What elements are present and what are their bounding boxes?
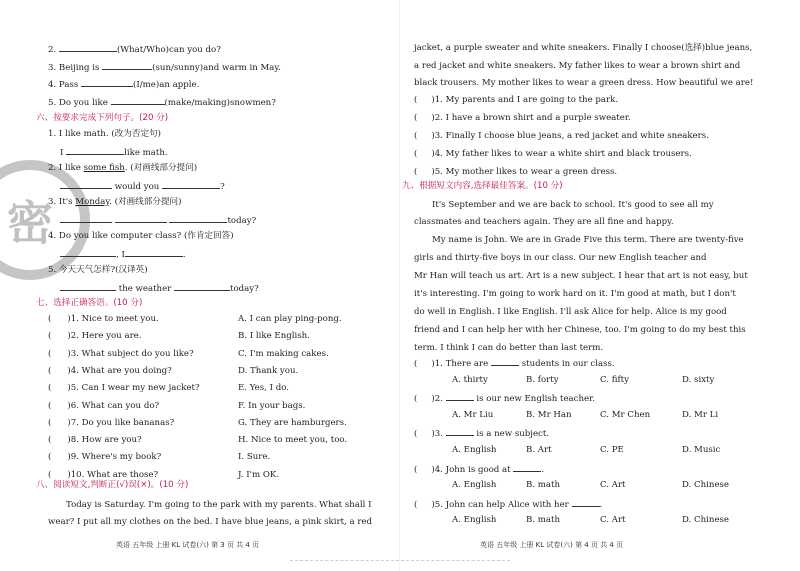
mc-option[interactable]: D. Mr Li	[682, 409, 719, 420]
passage-line: wear? I put all my clothes on the bed. I have blue jeans, a pink skirt, a red	[48, 517, 373, 527]
answer-paren-open: (	[48, 400, 52, 411]
answer-paren-open: (	[414, 113, 418, 123]
question-text: 1. There are	[434, 359, 491, 369]
passage-line: do well in English. I like English. I'll ask Alice for help. Alice is my good	[414, 307, 727, 317]
match-answer: I. Sure.	[238, 452, 271, 463]
passage-line: it's interesting. I'm going to work hard on it. I'm good at math, but I don't	[414, 289, 736, 299]
section-8-heading: 八、阅读短文,判断正(√)误(×)。(10 分)	[36, 480, 189, 490]
answer-paren-close: )	[431, 95, 435, 105]
answer-paren-close: )	[67, 331, 71, 342]
fill-item-5: 5. Do you like (make/making)snowmen?	[48, 95, 276, 109]
page-bottom-edge	[290, 560, 510, 569]
passage-line: black trousers. My mother likes to wear a green dress. How beautiful we are!	[414, 78, 754, 88]
mc-option[interactable]: B. math	[526, 480, 561, 491]
answer-paren-close: )	[431, 499, 435, 510]
rewrite-item-1-answer: I like math.	[60, 145, 168, 159]
answer-blank[interactable]	[60, 281, 116, 291]
answer-blank[interactable]	[446, 391, 474, 401]
question-text: 2.	[434, 394, 446, 405]
answer-blank[interactable]	[60, 247, 116, 257]
mc-option[interactable]: A. English	[452, 444, 497, 455]
true-false-row	[414, 130, 709, 142]
answer-paren-open: (	[414, 464, 418, 475]
mc-option[interactable]: B. Art	[526, 444, 552, 455]
match-question: 1. Nice to meet you.	[70, 314, 159, 324]
passage-line: jacket, a purple sweater and white sneakers. Finally I choose(选择)blue jeans,	[414, 43, 753, 53]
mc-option[interactable]: A. thirty	[452, 374, 488, 385]
match-row	[48, 365, 172, 377]
match-question: 2. Here you are.	[70, 331, 142, 342]
answer-paren-open: (	[414, 167, 418, 177]
answer-paren-open: (	[414, 95, 418, 105]
answer-paren-open: (	[48, 452, 52, 463]
mc-option[interactable]: A. Mr Liu	[452, 409, 494, 420]
statement: 1. My parents and I are going to the park.	[434, 95, 619, 105]
answer-blank[interactable]	[81, 77, 133, 87]
match-question: 6. What can you do?	[70, 400, 160, 411]
rewrite-item-4: 4. Do you like computer class? (作肯定回答)	[48, 231, 234, 241]
mc-option[interactable]: B. forty	[526, 374, 559, 385]
passage-line: Mr Han will teach us art. Art is a new subject. I hear that art is not easy, but	[414, 271, 748, 281]
answer-blank[interactable]	[59, 42, 117, 52]
statement: 2. I have a brown shirt and a purple sweater.	[434, 113, 631, 123]
answer-paren-open: (	[414, 394, 418, 405]
answer-blank[interactable]	[446, 426, 474, 436]
passage-line: a red jacket and white sneakers. My father likes to wear a brown shirt and	[414, 61, 741, 71]
true-false-row	[414, 94, 618, 106]
rewrite-item-2-answer: would you ?	[60, 179, 225, 193]
answer-blank[interactable]	[572, 497, 600, 507]
match-answer: C. I'm making cakes.	[238, 348, 329, 359]
question-text: .	[599, 499, 603, 510]
answer-blank[interactable]	[66, 145, 124, 155]
fill-item-4: 4. Pass (I/me)an apple.	[48, 77, 199, 91]
mc-option[interactable]: A. English	[452, 515, 497, 526]
answer-paren-open: (	[48, 348, 52, 359]
match-row	[48, 451, 161, 463]
mc-option[interactable]: C. Mr Chen	[600, 409, 651, 420]
match-answer: E. Yes, I do.	[238, 383, 290, 394]
match-answer: D. Thank you.	[238, 365, 299, 376]
match-question: 3. What subject do you like?	[70, 348, 194, 359]
mc-option[interactable]: C. fifty	[600, 374, 629, 385]
mc-option[interactable]: A. English	[452, 480, 497, 491]
match-row	[48, 434, 142, 446]
answer-paren-close: )	[431, 167, 435, 177]
answer-paren-close: )	[67, 417, 71, 428]
question-text: 3.	[434, 429, 446, 440]
answer-paren-close: )	[431, 429, 435, 440]
answer-paren-close: )	[431, 131, 435, 141]
question-text: is our new English teacher.	[473, 394, 596, 405]
passage-line: It's September and we are back to school. It's good to see all my	[432, 200, 714, 210]
match-answer: G. They are hamburgers.	[238, 417, 347, 428]
section-9-heading: 九、根据短文内容,选择最佳答案。(10 分)	[402, 181, 563, 191]
passage-line: Today is Saturday. I'm going to the park with my parents. What shall I	[66, 500, 372, 510]
mc-question	[414, 497, 602, 511]
answer-paren-open: (	[414, 131, 418, 141]
mc-option[interactable]: B. Mr Han	[526, 409, 572, 420]
answer-blank[interactable]	[115, 213, 167, 223]
answer-paren-open: (	[414, 359, 418, 369]
answer-paren-close: )	[67, 314, 71, 324]
mc-option[interactable]: D. Music	[682, 444, 721, 455]
answer-paren-open: (	[48, 365, 52, 376]
passage-line: My name is John. We are in Grade Five this term. There are twenty-five	[432, 235, 744, 245]
answer-paren-close: )	[431, 464, 435, 475]
answer-paren-open: (	[48, 469, 52, 480]
answer-paren-open: (	[48, 417, 52, 428]
mc-option[interactable]: D. Chinese	[682, 480, 730, 491]
answer-paren-close: )	[67, 365, 71, 376]
question-text: 5. John can help Alice with her	[434, 499, 572, 510]
fill-item-3: 3. Beijing is (sun/sunny)and warm in May.	[48, 60, 281, 74]
answer-paren-open: (	[414, 149, 418, 159]
answer-paren-close: )	[67, 348, 71, 359]
answer-blank[interactable]	[162, 179, 220, 189]
answer-blank[interactable]	[125, 247, 183, 257]
question-text: .	[541, 464, 545, 475]
mc-question	[414, 356, 615, 370]
answer-blank[interactable]	[513, 462, 541, 472]
statement: 3. Finally I choose blue jeans, a red jacket and white sneakers.	[434, 131, 709, 141]
match-row	[48, 348, 194, 360]
answer-paren-close: )	[67, 469, 71, 480]
mc-question	[414, 426, 549, 440]
match-question: 4. What are you doing?	[70, 365, 172, 376]
passage-line: girls and thirty-five boys in our class. Our new English teacher and	[414, 253, 707, 263]
answer-paren-open: (	[48, 435, 52, 446]
match-row	[48, 330, 142, 342]
rewrite-item-5-answer: the weather today?	[60, 281, 259, 295]
answer-blank[interactable]	[111, 95, 165, 105]
fill-item-2: 2. (What/Who)can you do?	[48, 42, 221, 56]
true-false-row	[414, 148, 692, 160]
question-text: students in our class.	[518, 359, 615, 369]
answer-blank[interactable]	[60, 213, 112, 223]
page-footer: 英语 五年级 上册 KL 试卷(六) 第 4 页 共 4 页	[480, 541, 624, 549]
mc-question	[414, 462, 544, 476]
mc-option[interactable]: B. math	[526, 515, 561, 526]
section-6-heading: 六、按要求完成下列句子。(20 分)	[36, 113, 169, 123]
answer-paren-close: )	[67, 383, 71, 394]
statement: 5. My mother likes to wear a green dress.	[434, 167, 618, 177]
stamp-glyph: 密	[7, 196, 53, 250]
match-answer: A. I can play ping-pong.	[238, 314, 342, 324]
mc-option[interactable]: D. sixty	[682, 374, 715, 385]
answer-blank[interactable]	[60, 179, 112, 189]
answer-blank[interactable]	[491, 356, 519, 366]
question-text: is a new subject.	[473, 429, 550, 440]
answer-paren-close: )	[431, 359, 435, 369]
mc-option[interactable]: C. Art	[600, 515, 626, 526]
passage-line: term. I think I can do better than last term.	[414, 343, 604, 353]
question-text: 4. John is good at	[434, 464, 514, 475]
match-question: 10. What are those?	[70, 469, 159, 480]
answer-paren-open: (	[414, 499, 418, 510]
rewrite-item-1: 1. I like math. (改为否定句)	[48, 129, 161, 139]
answer-paren-close: )	[67, 400, 71, 411]
answer-blank[interactable]	[169, 213, 227, 223]
answer-paren-open: (	[48, 383, 52, 394]
rewrite-item-2: 2. I like some fish. (对画线部分提问)	[48, 163, 198, 173]
rewrite-item-3: 3. It's Monday. (对画线部分提问)	[48, 197, 182, 207]
mc-question	[414, 391, 595, 405]
match-answer: B. I like English.	[238, 331, 310, 342]
answer-paren-open: (	[414, 429, 418, 440]
match-question: 7. Do you like bananas?	[70, 417, 175, 428]
answer-paren-close: )	[431, 394, 435, 405]
answer-paren-close: )	[431, 149, 435, 159]
statement: 4. My father likes to wear a white shirt and black trousers.	[434, 149, 692, 159]
answer-blank[interactable]	[174, 281, 230, 291]
match-answer: H. Nice to meet you, too.	[238, 435, 348, 446]
answer-paren-close: )	[67, 452, 71, 463]
section-7-heading: 七、选择正确答语。(10 分)	[36, 298, 143, 308]
mc-option[interactable]: D. Chinese	[682, 515, 730, 526]
match-row	[48, 313, 159, 325]
match-answer: J. I'm OK.	[238, 469, 280, 480]
match-question: 9. Where's my book?	[70, 452, 162, 463]
mc-option[interactable]: C. PE	[600, 444, 624, 455]
answer-paren-close: )	[431, 113, 435, 123]
match-row	[48, 382, 200, 394]
passage-line: friend and I can help her with her Chinese, too. I'm going to do my best this	[414, 325, 746, 335]
answer-paren-open: (	[48, 314, 52, 324]
match-question: 8. How are you?	[70, 435, 142, 446]
true-false-row	[414, 166, 617, 178]
match-row	[48, 417, 174, 429]
mc-option[interactable]: C. Art	[600, 480, 626, 491]
rewrite-item-3-answer: today?	[60, 213, 256, 227]
match-row	[48, 400, 159, 412]
answer-paren-open: (	[48, 331, 52, 342]
passage-line: classmates and teachers again. They are all fine and happy.	[414, 217, 674, 227]
rewrite-item-5: 5. 今天天气怎样?(汉译英)	[48, 265, 148, 275]
answer-paren-close: )	[67, 435, 71, 446]
page-footer: 英语 五年级 上册 KL 试卷(六) 第 3 页 共 4 页	[116, 541, 260, 549]
match-answer: F. In your bags.	[238, 400, 306, 411]
rewrite-item-4-answer: , I .	[60, 247, 186, 261]
answer-blank[interactable]	[102, 60, 152, 70]
right-page	[400, 0, 800, 571]
match-question: 5. Can I wear my new jacket?	[70, 383, 200, 394]
true-false-row	[414, 112, 631, 124]
